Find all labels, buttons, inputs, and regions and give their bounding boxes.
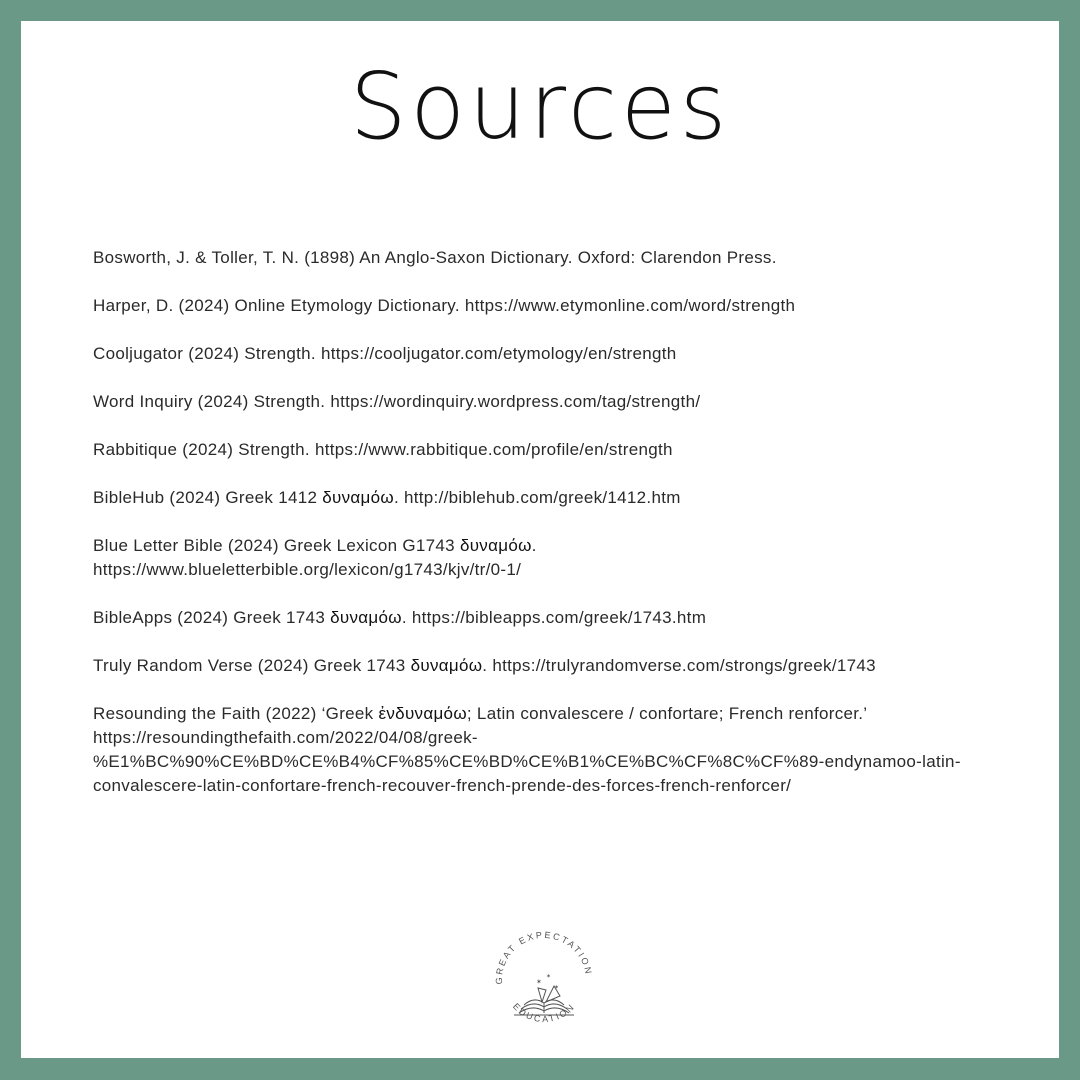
reference-link[interactable]: https://trulyrandomverse.com/strongs/greek/1743: [492, 656, 876, 675]
reference-link[interactable]: https://bibleapps.com/greek/1743.htm: [411, 608, 707, 627]
svg-text:✶: ✶: [554, 984, 560, 991]
greek-term: δυναμόω: [459, 536, 532, 555]
logo-top-text: GREAT EXPECTATION: [493, 929, 594, 985]
reference-text: Word Inquiry (2024) Strength.: [93, 392, 331, 411]
reference-separator: .: [531, 536, 537, 555]
reference-link[interactable]: https://resoundingthefaith.com/2022/04/08/greek-%E1%BC%90%CE%BD%CE%B4%CF%85%CE%BD%CE%B1%CE%BC%CF%8C%CF%89-endynamoo-latin-convalescere-latin-confortare-french-recouver-french-prende-des-forces-french-renforcer/: [93, 728, 961, 795]
reference-item: [93, 606, 993, 630]
reference-link[interactable]: https://www.blueletterbible.org/lexicon/g1743/kjv/tr/0-1/: [93, 560, 522, 579]
reference-item: [93, 342, 993, 366]
reference-separator: ; Latin convalescere / confortare; French renforcer.’: [466, 704, 868, 723]
reference-item: [93, 702, 993, 798]
greek-term: δυναμόω: [410, 656, 483, 675]
reference-text: BibleApps (2024) Greek 1743: [93, 608, 331, 627]
reference-item: [93, 534, 993, 582]
reference-separator: .: [401, 608, 412, 627]
svg-text:✶: ✶: [536, 978, 542, 986]
svg-text:✶: ✶: [546, 973, 552, 980]
reference-text: Truly Random Verse (2024) Greek 1743: [93, 656, 411, 675]
reference-item: [93, 654, 993, 678]
reference-item: [93, 246, 993, 270]
reference-list: [93, 246, 993, 822]
reference-text: Harper, D. (2024) Online Etymology Dictionary.: [93, 296, 465, 315]
reference-separator: .: [482, 656, 493, 675]
open-book-icon: [514, 986, 574, 1015]
logo-svg: [484, 916, 604, 1036]
greek-term: ἐνδυναμόω: [378, 704, 467, 723]
reference-item: [93, 486, 993, 510]
reference-link[interactable]: https://www.rabbitique.com/profile/en/strength: [314, 440, 673, 459]
reference-text: BibleHub (2024) Greek 1412: [93, 488, 323, 507]
reference-separator: .: [393, 488, 404, 507]
reference-item: [93, 294, 993, 318]
reference-text: Rabbitique (2024) Strength.: [93, 440, 315, 459]
reference-text: Bosworth, J. & Toller, T. N. (1898) An Anglo-Saxon Dictionary. Oxford: Clarendon Press.: [93, 248, 777, 267]
reference-item: [93, 390, 993, 414]
content-panel: [21, 21, 1059, 1058]
brand-logo: [484, 916, 604, 1036]
reference-link[interactable]: https://cooljugator.com/etymology/en/strength: [320, 344, 677, 363]
reference-link[interactable]: https://wordinquiry.wordpress.com/tag/strength/: [330, 392, 701, 411]
logo-bottom-text: EDUCATION: [510, 1001, 578, 1025]
reference-link[interactable]: https://www.etymonline.com/word/strength: [464, 296, 796, 315]
reference-text: Blue Letter Bible (2024) Greek Lexicon G1743: [93, 536, 460, 555]
reference-link[interactable]: http://biblehub.com/greek/1412.htm: [404, 488, 681, 507]
reference-text: Cooljugator (2024) Strength.: [93, 344, 321, 363]
reference-item: [93, 438, 993, 462]
greek-term: δυναμόω: [330, 608, 402, 627]
reference-text: Resounding the Faith (2022) ‘Greek: [93, 704, 379, 723]
greek-term: δυναμόω: [322, 488, 394, 507]
page-title: Sources: [349, 53, 731, 160]
